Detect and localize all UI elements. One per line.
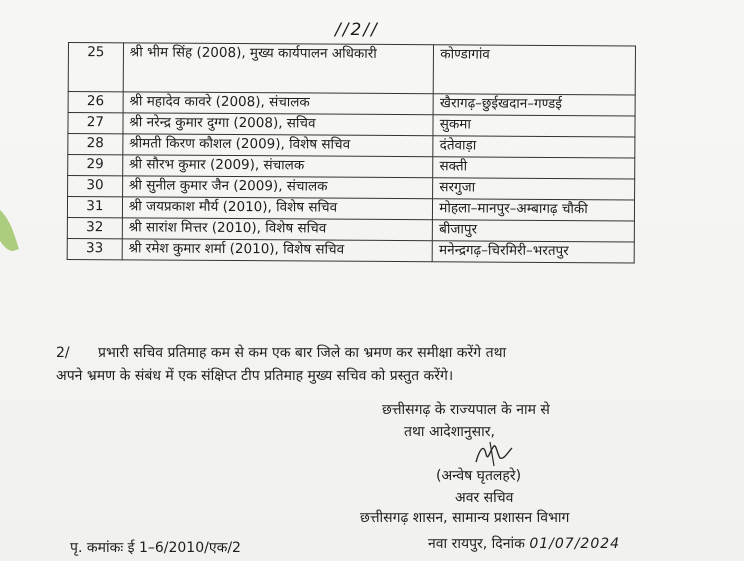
officer-name: श्री सुनील कुमार जैन (2009), संचालक (122, 176, 433, 199)
serial-number: 33 (67, 238, 122, 259)
district-name: दंतेवाड़ा (433, 136, 635, 158)
officer-name: श्री रमेश कुमार शर्मा (2010), विशेष सचिव (122, 239, 433, 262)
officer-name: श्री जयप्रकाश मौर्य (2010), विशेष सचिव (122, 197, 433, 220)
paragraph-number: 2/ (56, 345, 70, 361)
district-name: सक्ती (433, 157, 635, 179)
district-name: सुकमा (433, 115, 635, 137)
officer-name: श्री भीम सिंह (2008), मुख्य कार्यपालन अधिकारी (123, 43, 434, 94)
district-name: सरगुजा (433, 178, 635, 200)
district-name: बीजापुर (433, 220, 635, 242)
issue-date: 01/07/2024 (529, 536, 621, 552)
serial-number: 26 (68, 92, 123, 113)
signatory-name: (अन्वेष घृतलहरे) (436, 468, 522, 484)
table-row (68, 43, 635, 95)
place-date (428, 534, 620, 553)
district-name: कोण्डागांव (434, 45, 636, 95)
paragraph-text-2: अपने भ्रमण के संबंध में एक संक्षिप्त टीप प्रतिमाह मुख्य सचिव को प्रस्तुत करेंगे। (56, 368, 454, 384)
officer-name: श्रीमती किरण कौशल (2009), विशेष सचिव (123, 134, 434, 157)
closing-line-1: छत्तीसगढ़ के राज्यपाल के नाम से (382, 402, 550, 418)
closing-line-2: तथा आदेशानुसार, (404, 424, 495, 440)
place-date-label: नवा रायपुर, दिनांक (428, 536, 525, 552)
officer-name: श्री सौरभ कुमार (2009), संचालक (122, 155, 433, 178)
paragraph-text-1: प्रभारी सचिव प्रतिमाह कम से कम एक बार जिले का भ्रमण कर समीक्षा करेंगे तथा (98, 345, 507, 361)
officer-allocation-table (67, 42, 636, 263)
serial-number: 28 (68, 134, 123, 155)
paragraph-line-1 (56, 342, 656, 365)
district-name: मोहला–मानपुर–अम्बागढ़ चौकी (433, 199, 635, 221)
serial-number: 32 (67, 217, 122, 238)
serial-number: 29 (68, 155, 123, 176)
leaf-decoration (0, 203, 19, 254)
officer-name: श्री नरेन्द्र कुमार दुग्गा (2008), सचिव (123, 113, 434, 136)
district-name: खैरागढ़–छुईखदान–गण्डई (433, 94, 635, 116)
serial-number: 30 (68, 176, 123, 197)
signatory-designation: अवर सचिव (455, 490, 514, 506)
officer-name: श्री सारांश मित्तर (2010), विशेष सचिव (122, 218, 433, 241)
serial-number: 27 (68, 113, 123, 134)
officer-name: श्री महादेव कावरे (2008), संचालक (123, 92, 434, 115)
instruction-paragraph (56, 342, 656, 388)
reference-number: पृ. कमांकः ई 1–6/2010/एक/2 (70, 540, 241, 556)
serial-number: 31 (67, 197, 122, 218)
signatory-department: छत्तीसगढ़ शासन, सामान्य प्रशासन विभाग (360, 510, 570, 526)
district-name: मनेन्द्रगढ़–चिरमिरी–भरतपुर (432, 241, 634, 263)
table-row (67, 238, 634, 262)
page-number: //2// (335, 20, 379, 40)
serial-number: 25 (68, 43, 123, 92)
